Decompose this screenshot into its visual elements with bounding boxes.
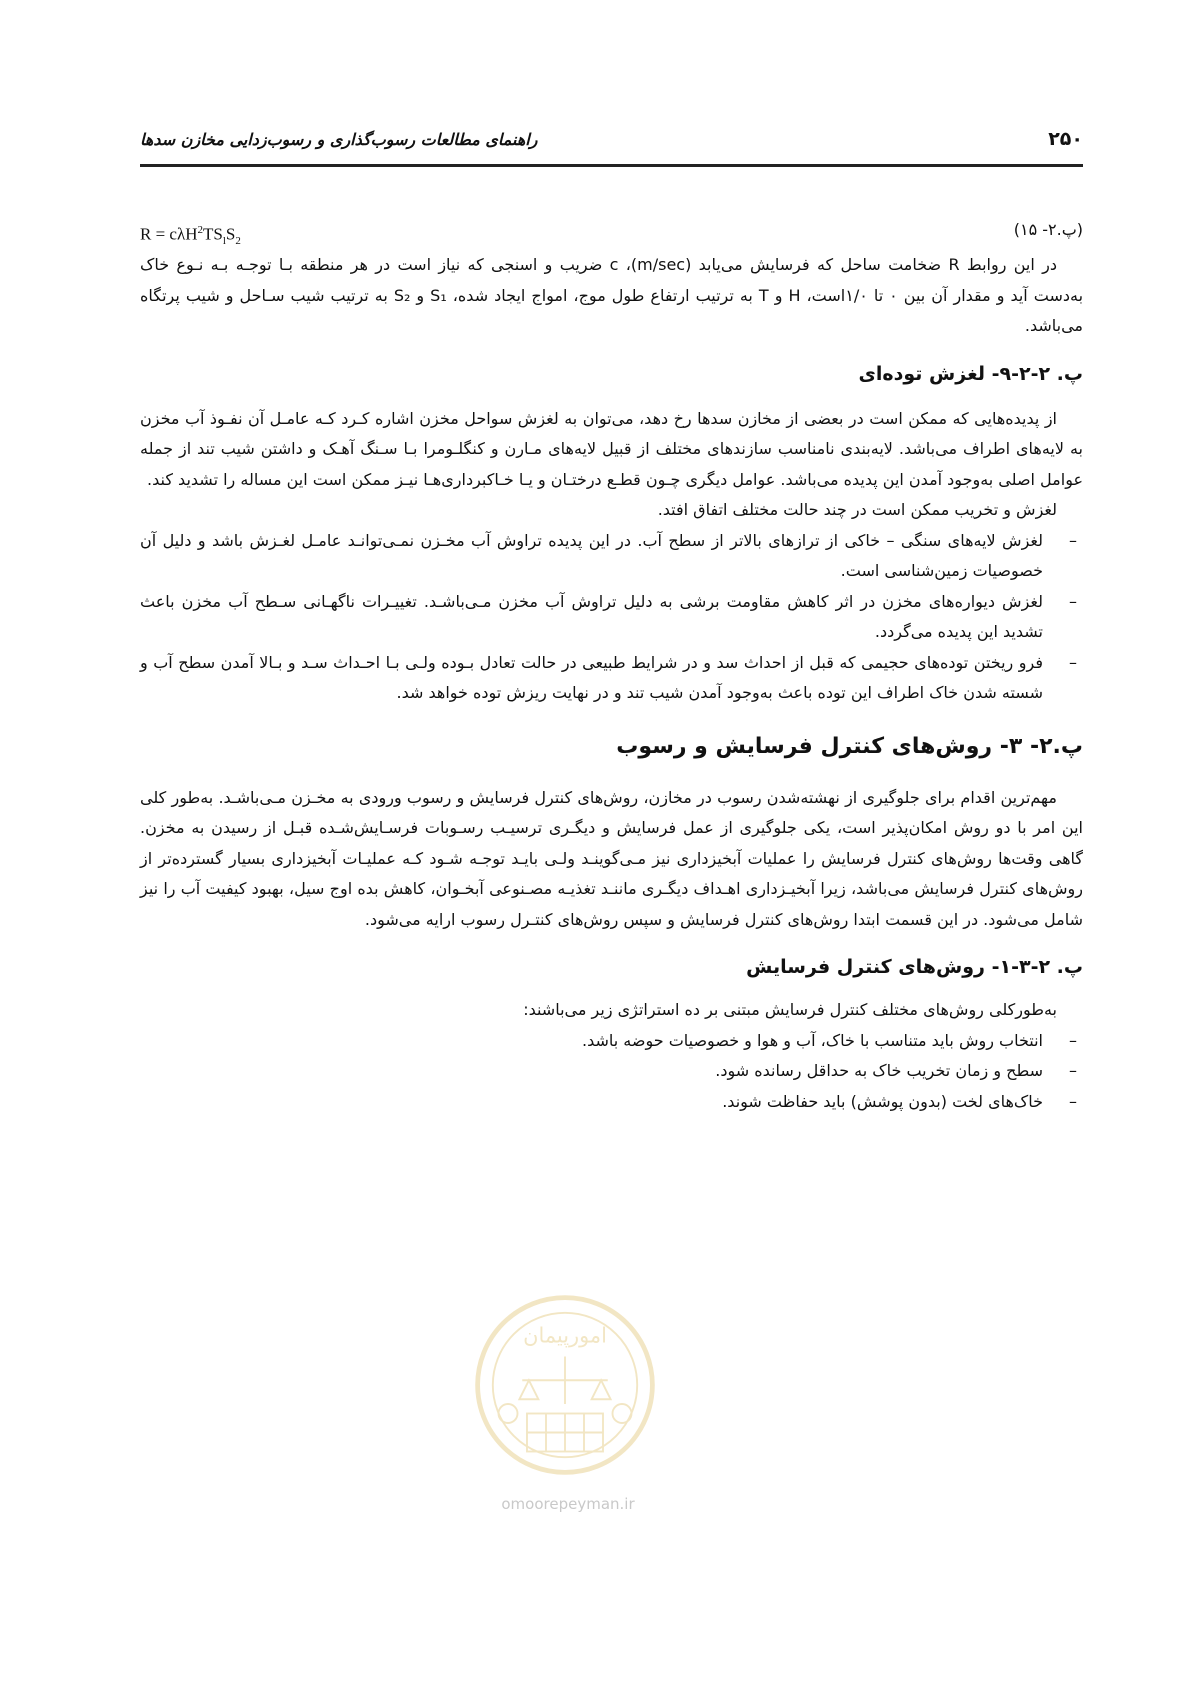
equation-block	[140, 215, 1083, 248]
list-item-text: لغزش لایه‌های سنگی – خاکی از ترازهای بالاتر از سطح آب. در این پدیده تراوش آب مخـزن نمـی‌توانـد عامـل لغـزش باشد و دلیل آن خصوصیات زمین‌شناسی است.	[140, 530, 1043, 580]
landslide-cases-intro: لغزش و تخریب ممکن است در چند حالت مختلف اتفاق افتد.	[657, 500, 1057, 519]
section-heading-erosion-control: پ. ۲-۳-۱- روش‌های کنترل فرسایش	[746, 956, 1083, 978]
list-item	[140, 1056, 1083, 1087]
dash-bullet: –	[1069, 1091, 1077, 1111]
section-heading-control-methods: پ.۲- ۳- روش‌های کنترل فرسایش و رسوب	[616, 733, 1083, 759]
control-methods-paragraph: مهم‌ترین اقدام برای جلوگیری از نهشته‌شدن رسوب در مخازن، روش‌های کنترل فرسایش و رسوب ورودی به مخـزن مـی‌باشـد. به‌طور کلی این امر با دو روش امکان‌پذیر است، یکی جلوگیری از عمل فرسایش و دیگـری ترسیـب رسـوبات فرسـایش‌شـده قبـل از رسیدن به مخزن. گاهی وقت‌ها روش‌های کنترل فرسایش را عملیات آبخیزداری نیز مـی‌گوینـد ولـی بایـد توجـه شـود کـه عملیـات آبخیزداری بسیار گسترده‌تر از روش‌های کنترل فرسایش می‌باشد، زیرا آبخیـزداری اهـداف دیگـری ماننـد تغذیـه مصـنوعی آبخـوان، کاهش بده اوج سیل، بهبود کیفیت آب را نیز شامل می‌شود. در این قسمت ابتدا روش‌های کنترل فرسایش و سپس روش‌های کنتـرل رسوب ارایه می‌شود.	[140, 787, 1083, 929]
equation-number: (پ.۲- ۱۵)	[1013, 220, 1083, 239]
erosion-strategies-list	[140, 1026, 1083, 1118]
dash-bullet: –	[1069, 652, 1077, 672]
list-item	[140, 648, 1083, 709]
list-item	[140, 526, 1083, 587]
dash-bullet: –	[1069, 530, 1077, 550]
watermark-logo	[470, 1290, 660, 1480]
landslide-paragraph: از پدیده‌هایی که ممکن است در بعضی از مخازن سدها رخ دهد، می‌توان به لغزش سواحل مخزن اشاره کـرد کـه عامـل آن نفـوذ آب مخزن به لایه‌های اطراف می‌باشد. لایه‌بندی نامناسب سازندهای مختلف از قبیل لایه‌های مـارن و کنگلـومرا بـا سـنگ آهـک و داشتن شیب تند از جمله عوامل اصلی به‌وجود آمدن این پدیده می‌باشد. عوامل دیگری چـون قطـع درختـان و یـا خـاکبرداری‌هـا نیـز ممکن است این مساله را تشدید کند.	[140, 408, 1083, 489]
list-item	[140, 1087, 1083, 1118]
list-item	[140, 587, 1083, 648]
list-item	[140, 1026, 1083, 1057]
section-heading-landslide: پ. ۲-۲-۹- لغزش توده‌ای	[858, 362, 1083, 385]
list-item-text: سطح و زمان تخریب خاک به حداقل رسانده شود.	[715, 1061, 1043, 1080]
dash-bullet: –	[1069, 1030, 1077, 1050]
list-item-text: فرو ریختن توده‌های حجیمی که قبل از احداث سد و در شرایط طبیعی در حالت تعادل بـوده ولـی بـا احـداث سـد و بـالا آمدن سطح آب و شسته شدن خاک اطراف این توده باعث به‌وجود آمدن شیب تند و در نهایت ریزش توده خواهد شد.	[140, 652, 1043, 702]
list-item-text: لغزش دیواره‌های مخزن در اثر کاهش مقاومت برشی به دلیل تراوش آب مخزن مـی‌باشـد. تغییـرات ناگهـانی سـطح آب مخزن باعث تشدید این پدیده می‌گردد.	[140, 591, 1043, 641]
list-item-text: خاک‌های لخت (بدون پوشش) باید حفاظت شوند.	[722, 1091, 1043, 1111]
watermark-logo-text: امورپیمان	[523, 1323, 607, 1348]
page-content	[140, 215, 1083, 1117]
dash-bullet: –	[1069, 591, 1077, 611]
list-item-text: انتخاب روش باید متناسب با خاک، آب و هوا و خصوصیات حوضه باشد.	[581, 1030, 1043, 1050]
equation-formula: $R = c\lambda H^2TS_lS_2$	[140, 224, 241, 248]
running-header	[140, 126, 1083, 167]
landslide-cases-list	[140, 526, 1083, 709]
book-title: راهنمای مطالعات رسوب‌گذاری و رسوب‌زدایی مخازن سدها	[140, 130, 538, 149]
erosion-strategies-intro: به‌طورکلی روش‌های مختلف کنترل فرسایش مبتنی بر ده استراتژی زیر می‌باشند:	[523, 1000, 1057, 1019]
equation-explanation-paragraph: در این روابط R ضخامت ساحل که فرسایش می‌یابد (m/sec)، c ضریب و اسنجی که نیاز است در هر منطقه بـا توجـه بـه نـوع خاک به‌دست آید و مقدار آن بین ۰ تا ۱/۰است، H و T به ترتیب ارتفاع طول موج، امواج ایجاد شده، S₁ و S₂ به ترتیب شیب سـاحل و شیب پرتگاه می‌باشد.	[140, 255, 1084, 335]
page-number: ۲۵۰	[1048, 128, 1083, 150]
dash-bullet: –	[1069, 1061, 1077, 1080]
watermark-url: omoorepeyman.ir	[501, 1495, 635, 1513]
